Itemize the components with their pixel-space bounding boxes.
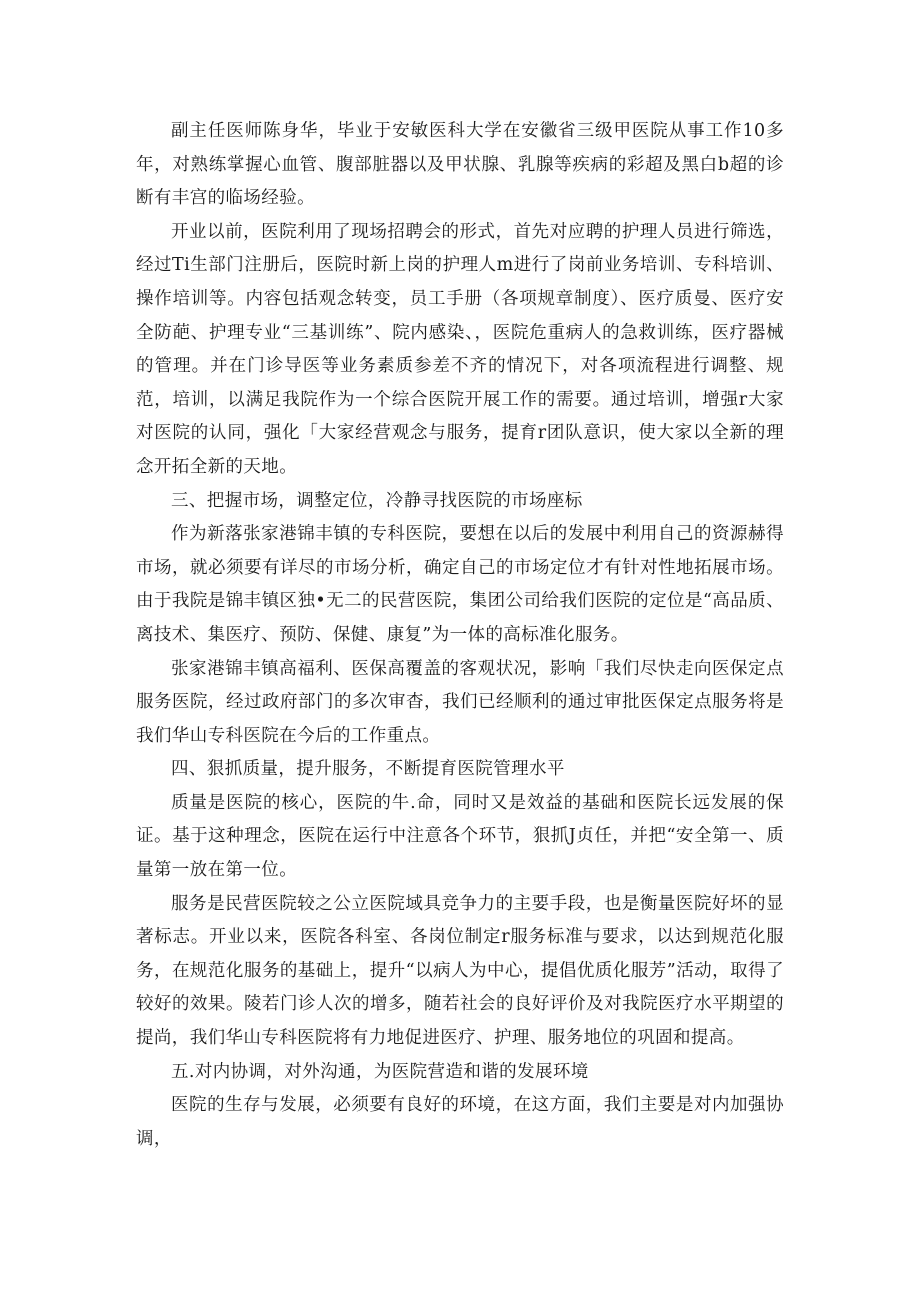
paragraph-2: 开业以前，医院利用了现场招聘会的形式，首先对应聘的护理人员进行筛选，经过Ti生部门注册后，医院时新上岗的护理人m进行了岗前业务培训、专科培训、操作培训等。内容包括观念转变，员工手册（各项规章制度）、医疗质曼、医疗安全防葩、护理专业“三基训练”、院内感染、，医院危重病人的急救训练，医疗器械的管理。并在门诊导医等业务素质参差不齐的情况下，对各项流程进行调整、规范，培训，以满足我院作为一个综合医院开展工作的需要。通过培训，增强r大家对医院的认同，强化「大家经营观念与服务，提育r团队意识，使大家以全新的理念开拓全新的天地。 [136, 221, 784, 477]
section-heading-5: 五.对内协调，对外沟通，为医院营造和谐的发展环境 [171, 1061, 589, 1082]
paragraph-4: 作为新落张家港锦丰镇的专科医院，要想在以后的发展中利用自己的资源赫得市场，就必须要有详尽的市场分析，确定自己的市场定位才有针对性地拓展市场。由于我院是锦丰镇区独•无二的民营医院，集团公司给我们医院的定位是“高品质、离技术、集医疗、预防、保健、康复”为一体的高标准化服务。 [136, 524, 784, 645]
paragraph-1: 副主任医师陈身华，毕业于安敏医科大学在安徽省三级甲医院从事工作10多年，对熟练掌握心血管、腹部脏器以及甲状腺、乳腺等疾病的彩超及黑白b超的诊断有丰宫的临场经验。 [136, 121, 784, 209]
paragraph-5: 张家港锦丰镇高福利、医保高覆盖的客观状况，影响「我们尽快走向医保定点服务医院，经过政府部门的多次审杳，我们已经顺利的通过审批医保定点服务将是我们华山专科医院在今后的工作重点。 [136, 658, 784, 746]
section-heading-4: 四、狠抓质量，提升服务，不断提育医院管理水平 [171, 759, 565, 780]
document-body [136, 115, 784, 1156]
section-heading-3: 三、把握市场，调整定位，冷静寻找医院的市场座标 [171, 490, 583, 511]
paragraph-10: 医院的生存与发展，必须要有良好的环境，在这方面，我们主要是对内加强协调， [136, 1095, 784, 1149]
paragraph-8: 服务是民营医院较之公立医院域具竞争力的主要手段，也是衡量医院好坏的显著标志。开业以来，医院各科室、各岗位制定r服务标准与要求，以达到规范化服务，在规范化服务的基础上，提升“以病人为中心，提倡优质化服芳”活动，取得了较好的效果。陵若门诊人次的增多，随若社会的良好评价及对我院医疗水平期望的提尚，我们华山专科医院将有力地促进医疗、护理、服务地位的巩固和提高。 [136, 893, 784, 1049]
paragraph-7: 质量是医院的核心，医院的牛.命，同时又是效益的基础和医院长远发展的保证。基于这种理念，医院在运行中注意各个环节，狠抓J贞任，并把“安全第一、质量第一放在第一位。 [136, 792, 784, 881]
